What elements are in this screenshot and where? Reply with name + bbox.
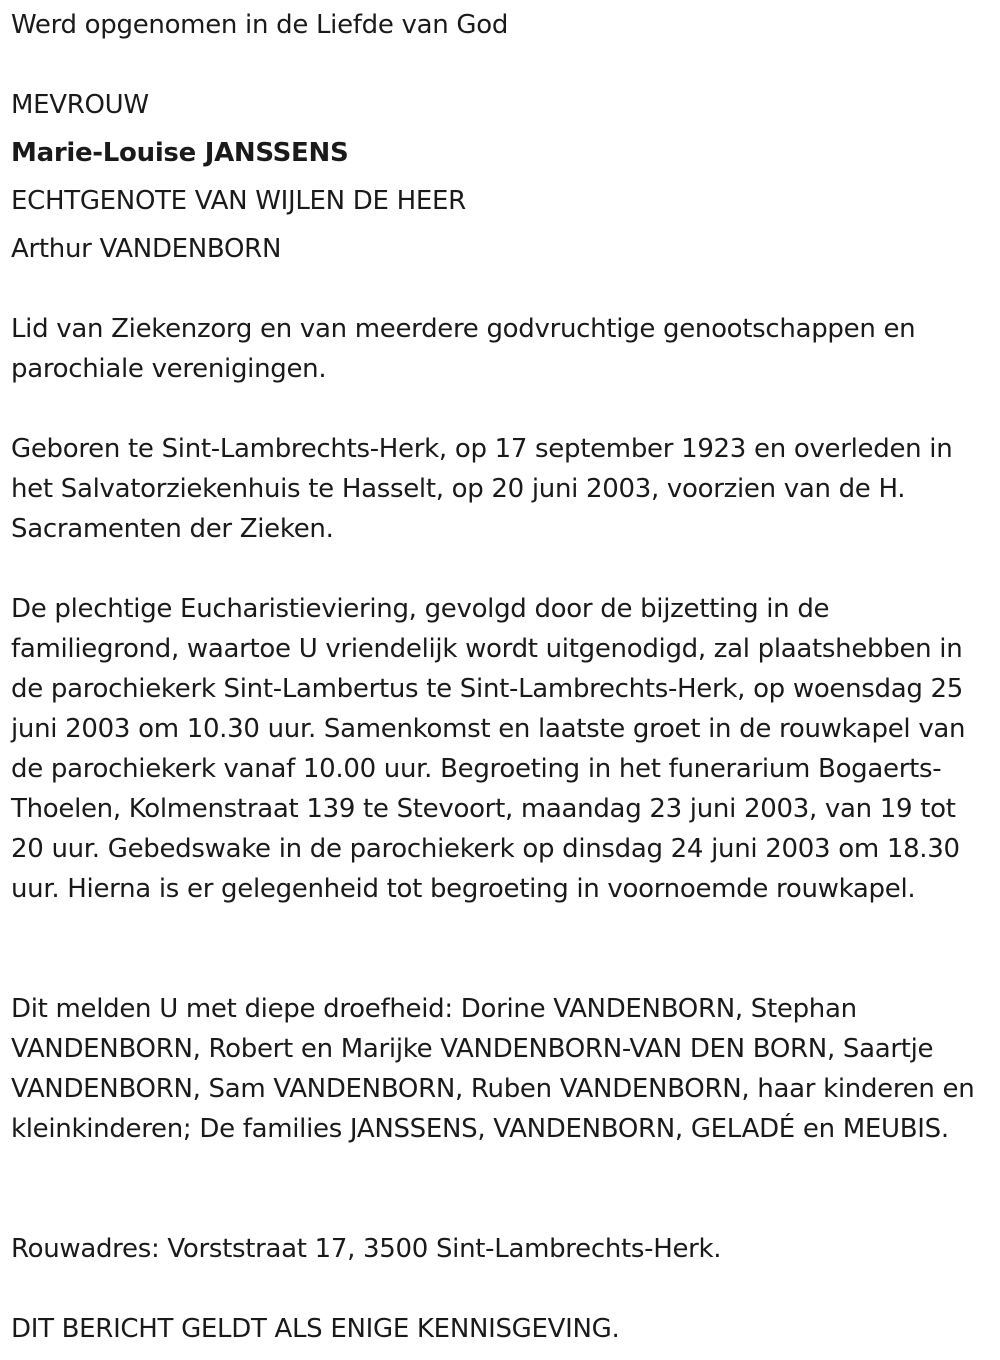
spouse-name: Arthur VANDENBORN <box>11 234 282 264</box>
birth-death-paragraph: Geboren te Sint-Lambrechts-Herk, op 17 september 1923 en overleden in het Salvatorziekenhuis te Hasselt, op 20 juni 2003, voorzien van de H. Sacramenten der Zieken. <box>11 434 953 544</box>
address-line: Rouwadres: Vorststraat 17, 3500 Sint-Lambrechts-Herk. <box>11 1234 722 1264</box>
intro-line: Werd opgenomen in de Liefde van God <box>11 10 509 40</box>
person-name: Marie-Louise JANSSENS <box>11 138 349 168</box>
person-title: MEVROUW <box>11 90 149 120</box>
person-relation: ECHTGENOTE VAN WIJLEN DE HEER <box>11 186 466 216</box>
family-paragraph: Dit melden U met diepe droefheid: Dorine VANDENBORN, Stephan VANDENBORN, Robert en Marijke VANDENBORN-VAN DEN BORN, Saartje VANDENBORN, Sam VANDENBORN, Ruben VANDENBORN, haar kinderen en kleinkinderen; De families JANSSENS, VANDENBORN, GELADÉ en MEUBIS. <box>11 994 975 1144</box>
notice-line: DIT BERICHT GELDT ALS ENIGE KENNISGEVING. <box>11 1314 620 1344</box>
ceremony-paragraph: De plechtige Eucharistieviering, gevolgd door de bijzetting in de familiegrond, waartoe U vriendelijk wordt uitgenodigd, zal plaatshebben in de parochiekerk Sint-Lambertus te Sint-Lambrechts-Herk, op woensdag 25 juni 2003 om 10.30 uur. Samenkomst en laatste groet in de rouwkapel van de parochiekerk vanaf 10.00 uur. Begroeting in het funerarium Bogaerts-Thoelen, Kolmenstraat 139 te Stevoort, maandag 23 juni 2003, van 19 tot 20 uur. Gebedswake in de parochiekerk op dinsdag 24 juni 2003 om 18.30 uur. Hierna is er gelegenheid tot begroeting in voornoemde rouwkapel. <box>11 594 966 904</box>
membership-paragraph: Lid van Ziekenzorg en van meerdere godvruchtige genootschappen en parochiale verenigingen. <box>11 314 916 384</box>
